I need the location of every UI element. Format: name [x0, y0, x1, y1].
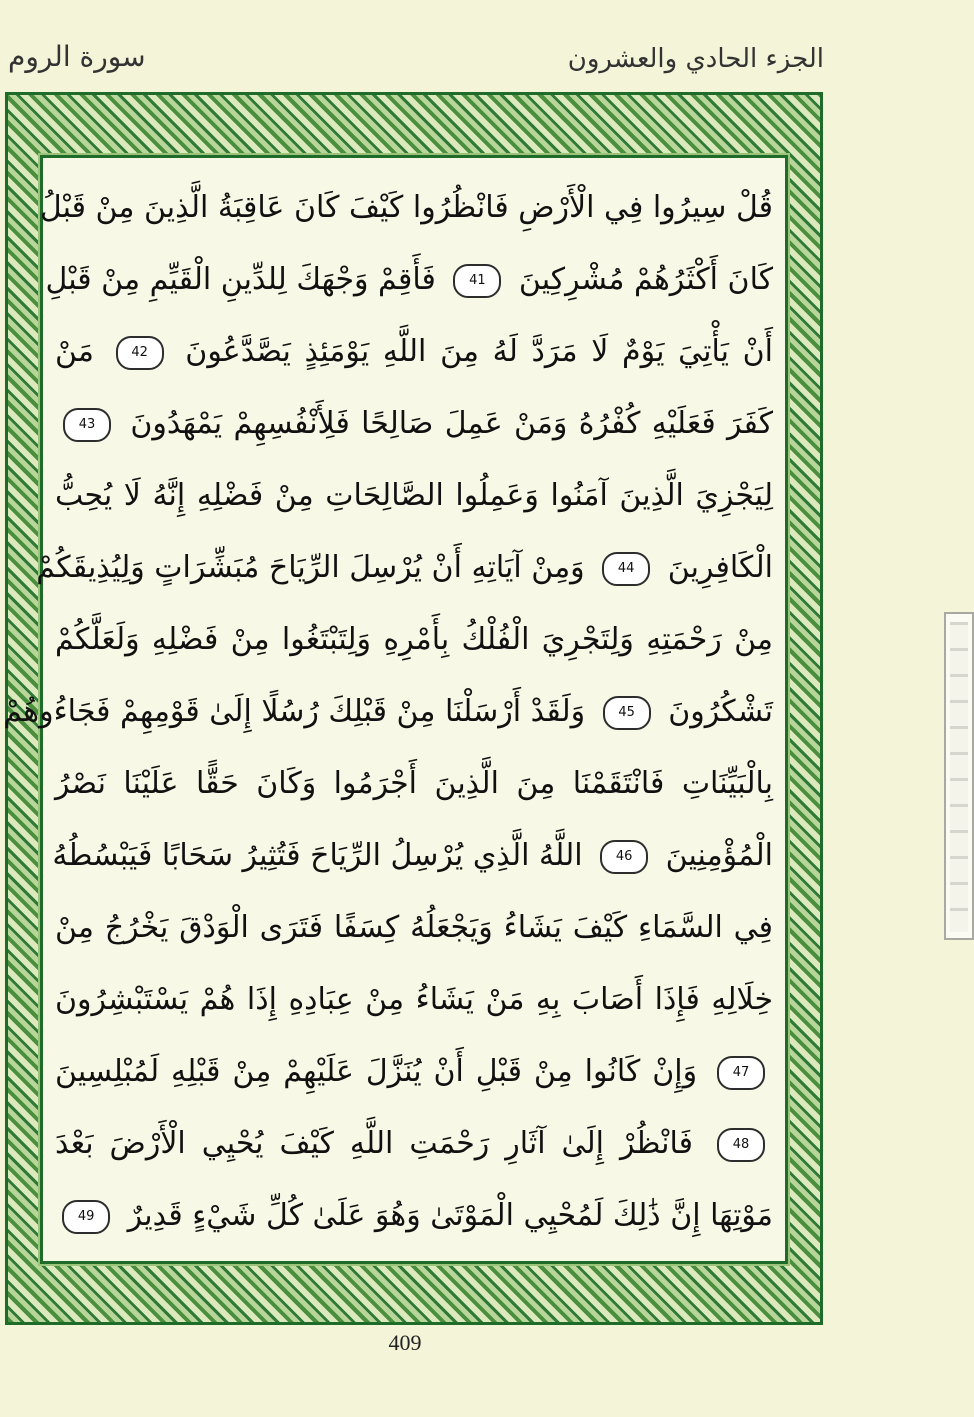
line-text: لِيَجْزِيَ الَّذِينَ آمَنُوا وَعَمِلُوا الصَّالِحَاتِ مِنْ فَضْلِهِ إِنَّهُ لَا يُحِبُّ — [55, 478, 773, 513]
line-text: فَأَقِمْ وَجْهَكَ لِلدِّينِ الْقَيِّمِ مِنْ قَبْلِ — [45, 262, 436, 297]
text-line — [55, 1108, 773, 1180]
text-line — [55, 1036, 773, 1108]
text-line — [39, 172, 773, 244]
ornamental-border — [5, 92, 823, 1325]
bookmark-decoration — [950, 622, 968, 932]
line-text: اللَّهُ الَّذِي يُرْسِلُ الرِّيَاحَ فَتُثِيرُ سَحَابًا فَيَبْسُطُهُ — [52, 838, 583, 873]
ayah-number-marker: 48 — [717, 1128, 765, 1162]
line-text: كَانَ أَكْثَرُهُمْ مُشْرِكِينَ — [518, 262, 773, 297]
text-line — [55, 1180, 773, 1252]
line-text: وَلَقَدْ أَرْسَلْنَا مِنْ قَبْلِكَ رُسُلًا إِلَىٰ قَوْمِهِمْ فَجَاءُوهُمْ — [3, 694, 586, 729]
line-text: وَمِنْ آيَاتِهِ أَنْ يُرْسِلَ الرِّيَاحَ مُبَشِّرَاتٍ وَلِيُذِيقَكُمْ — [36, 550, 585, 585]
surah-title: سورة الروم — [8, 40, 146, 73]
line-text: تَشْكُرُونَ — [668, 694, 773, 729]
line-text: بِالْبَيِّنَاتِ فَانْتَقَمْنَا مِنَ الَّذِينَ أَجْرَمُوا وَكَانَ حَقًّا عَلَيْنَا نَصْرُ — [55, 766, 773, 801]
ayah-number-marker: 43 — [63, 408, 111, 442]
text-line — [52, 820, 773, 892]
text-panel — [3, 155, 788, 1264]
ayah-number-marker: 46 — [600, 840, 648, 874]
ayah-number-marker: 41 — [453, 264, 501, 298]
line-text: وَإِنْ كَانُوا مِنْ قَبْلِ أَنْ يُنَزَّلَ عَلَيْهِمْ مِنْ قَبْلِهِ لَمُبْلِسِينَ — [55, 1054, 698, 1089]
text-line — [55, 748, 773, 820]
ayah-number-marker: 49 — [62, 1200, 110, 1234]
ayah-number-marker: 42 — [116, 336, 164, 370]
ayah-number-marker: 45 — [603, 696, 651, 730]
line-text: مَنْ — [55, 334, 94, 369]
text-line — [45, 244, 773, 316]
text-line — [55, 316, 773, 388]
line-text: مِنْ رَحْمَتِهِ وَلِتَجْرِيَ الْفُلْكُ بِأَمْرِهِ وَلِتَبْتَغُوا مِنْ فَضْلِهِ وَلَعَلَّكُمْ — [55, 622, 773, 657]
ayah-number-marker: 44 — [602, 552, 650, 586]
line-text: أَنْ يَأْتِيَ يَوْمٌ لَا مَرَدَّ لَهُ مِنَ اللَّهِ يَوْمَئِذٍ يَصَّدَّعُونَ — [185, 334, 773, 369]
line-text: كَفَرَ فَعَلَيْهِ كُفْرُهُ وَمَنْ عَمِلَ صَالِحًا فَلِأَنْفُسِهِمْ يَمْهَدُونَ — [130, 406, 773, 441]
text-line — [3, 676, 773, 748]
line-text: خِلَالِهِ فَإِذَا أَصَابَ بِهِ مَنْ يَشَاءُ مِنْ عِبَادِهِ إِذَا هُمْ يَسْتَبْشِرُونَ — [55, 982, 773, 1017]
line-text: الْكَافِرِينَ — [667, 550, 773, 585]
quran-text — [3, 172, 773, 1252]
page-number: 409 — [388, 1330, 422, 1355]
line-text: الْمُؤْمِنِينَ — [665, 838, 773, 873]
line-text: فَانْظُرْ إِلَىٰ آثَارِ رَحْمَتِ اللَّهِ كَيْفَ يُحْيِي الْأَرْضَ بَعْدَ — [55, 1126, 693, 1161]
line-text: فِي السَّمَاءِ كَيْفَ يَشَاءُ وَيَجْعَلُهُ كِسَفًا فَتَرَى الْوَدْقَ يَخْرُجُ مِنْ — [55, 910, 773, 945]
line-text: قُلْ سِيرُوا فِي الْأَرْضِ فَانْظُرُوا كَيْفَ كَانَ عَاقِبَةُ الَّذِينَ مِنْ قَبْلُ — [39, 190, 773, 225]
juz-title: الجزء الحادي والعشرون — [567, 44, 824, 74]
text-line — [55, 964, 773, 1036]
text-line — [55, 892, 773, 964]
line-text: مَوْتِهَا إِنَّ ذَٰلِكَ لَمُحْيِي الْمَوْتَىٰ وَهُوَ عَلَىٰ كُلِّ شَيْءٍ قَدِيرٌ — [127, 1198, 773, 1233]
bookmark-tab — [944, 612, 974, 940]
text-line — [36, 532, 773, 604]
text-line — [55, 388, 773, 460]
text-line — [55, 604, 773, 676]
page-header — [0, 0, 974, 95]
text-line — [55, 460, 773, 532]
ayah-number-marker: 47 — [717, 1056, 765, 1090]
